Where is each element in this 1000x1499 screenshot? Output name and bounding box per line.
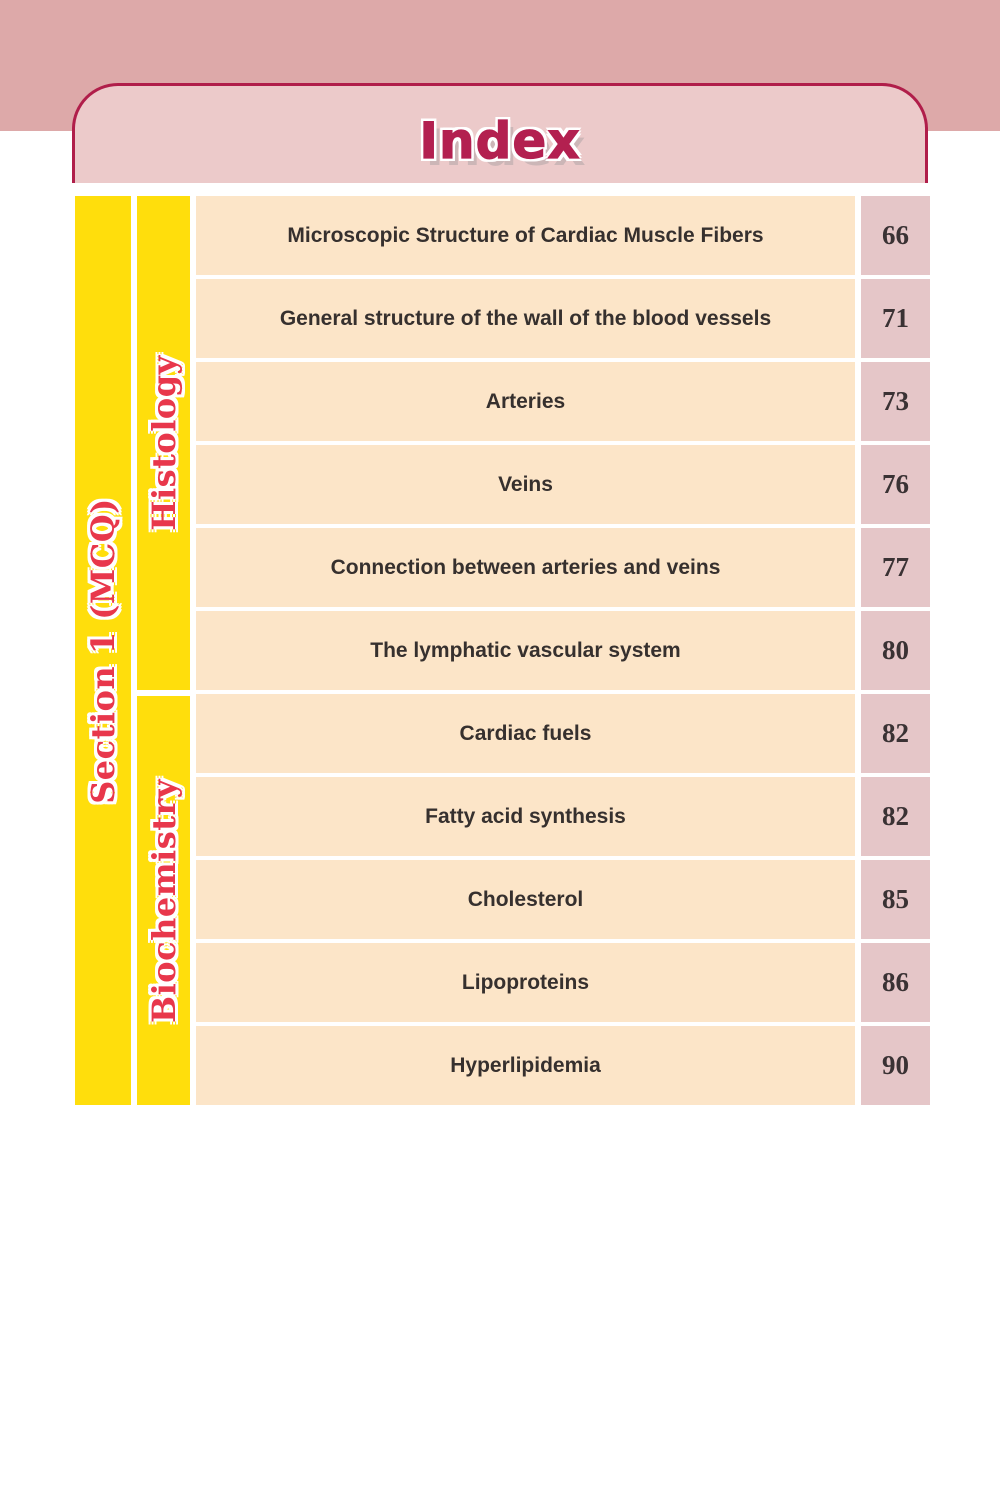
topic-title: The lymphatic vascular system (196, 611, 855, 690)
topic-title: Veins (196, 445, 855, 524)
table-row (196, 1026, 930, 1105)
index-table (75, 196, 930, 1105)
table-row (196, 445, 930, 524)
biochemistry-label: Biochemistry (144, 778, 183, 1023)
table-row (196, 279, 930, 358)
topic-title: Fatty acid synthesis (196, 777, 855, 856)
section-column (75, 196, 131, 1105)
page-number: 82 (861, 694, 930, 773)
page-number: 85 (861, 860, 930, 939)
table-row (196, 860, 930, 939)
topic-title: Cardiac fuels (196, 694, 855, 773)
page-number: 80 (861, 611, 930, 690)
table-row (196, 943, 930, 1022)
topic-title: Arteries (196, 362, 855, 441)
subject-cell-histology (137, 196, 190, 690)
topic-rows (196, 196, 930, 1105)
table-row (196, 196, 930, 275)
topic-title: Cholesterol (196, 860, 855, 939)
page-number: 77 (861, 528, 930, 607)
topic-title: Connection between arteries and veins (196, 528, 855, 607)
section-label: Section 1 (MCQ) (84, 497, 122, 804)
topic-title: Hyperlipidemia (196, 1026, 855, 1105)
page-number: 73 (861, 362, 930, 441)
table-row (196, 611, 930, 690)
topic-title: Microscopic Structure of Cardiac Muscle Fibers (196, 196, 855, 275)
table-row (196, 694, 930, 773)
table-row (196, 362, 930, 441)
page-number: 82 (861, 777, 930, 856)
page-number: 76 (861, 445, 930, 524)
header-card (72, 83, 928, 183)
topic-title: General structure of the wall of the blood vessels (196, 279, 855, 358)
page-title: Index (419, 111, 581, 170)
subject-column (137, 196, 190, 1105)
page-number: 86 (861, 943, 930, 1022)
topic-title: Lipoproteins (196, 943, 855, 1022)
histology-label: Histology (144, 355, 183, 531)
table-row (196, 528, 930, 607)
subject-cell-biochemistry (137, 696, 190, 1105)
page-number: 66 (861, 196, 930, 275)
page-number: 90 (861, 1026, 930, 1105)
table-row (196, 777, 930, 856)
page-number: 71 (861, 279, 930, 358)
